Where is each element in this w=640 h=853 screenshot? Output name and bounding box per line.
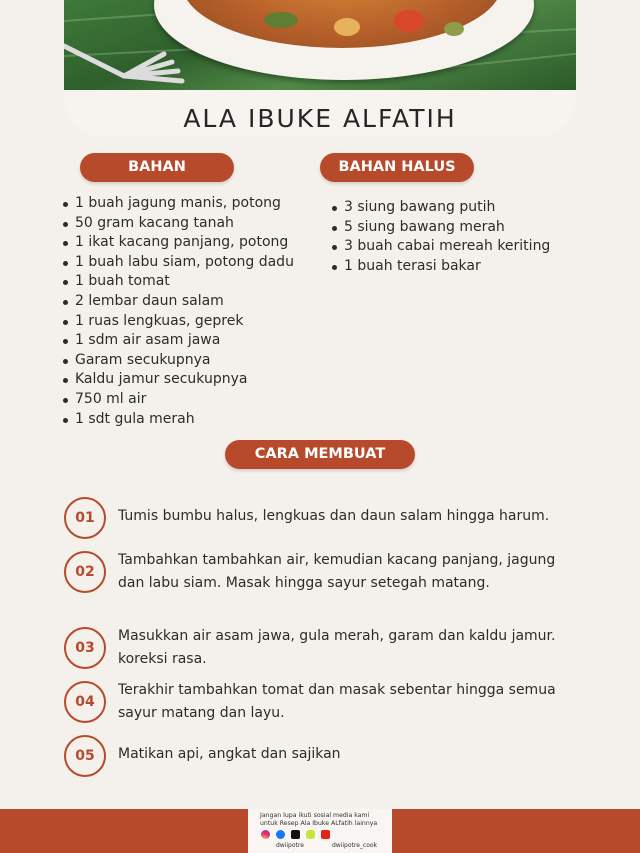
social-handle-1: dwiipotre (276, 842, 304, 849)
section-label-bahan: BAHAN (80, 153, 234, 182)
section-label-cara-membuat: CARA MEMBUAT (225, 440, 415, 469)
list-item: 1 ruas lengkuas, geprek (63, 312, 294, 332)
step-text: Masukkan air asam jawa, gula merah, garam dan kaldu jamur. koreksi rasa. (118, 628, 556, 667)
bahan-halus-list (332, 198, 550, 276)
section-label-bahan-halus: BAHAN HALUS (320, 153, 474, 182)
corn-piece (334, 18, 360, 36)
list-item: 750 ml air (63, 390, 294, 410)
lemon8-icon[interactable] (306, 830, 315, 839)
step-number: 01 (64, 497, 106, 539)
list-item: 5 siung bawang merah (332, 218, 550, 238)
list-item: 1 sdt gula merah (63, 410, 294, 430)
list-item: 2 lembar daun salam (63, 292, 294, 312)
step-number: 03 (64, 627, 106, 669)
bahan-list (63, 194, 294, 429)
social-media-card (248, 809, 392, 853)
tiktok-icon[interactable] (291, 830, 300, 839)
list-item: 1 sdm air asam jawa (63, 331, 294, 351)
instagram-icon[interactable] (261, 830, 270, 839)
tomato-piece (394, 10, 424, 32)
list-item: 1 buah jagung manis, potong (63, 194, 294, 214)
step-text: Tambahkan tambahkan air, kemudian kacang panjang, jagung dan labu siam. Masak hingga sayur setegah matang. (118, 552, 556, 591)
hero-food-photo (64, 0, 576, 90)
list-item: Garam secukupnya (63, 351, 294, 371)
footer-line-1: Jangan lupa ikuti sosial media kami (260, 812, 370, 819)
chayote-piece (444, 22, 464, 36)
youtube-icon[interactable] (321, 830, 330, 839)
list-item: 3 siung bawang putih (332, 198, 550, 218)
long-bean-piece (264, 12, 298, 28)
list-item: 1 buah labu siam, potong dadu (63, 253, 294, 273)
list-item: 3 buah cabai mereah keriting (332, 237, 550, 257)
step-number: 05 (64, 735, 106, 777)
step-text: Terakhir tambahkan tomat dan masak sebentar hingga semua sayur matang dan layu. (118, 682, 556, 721)
step-text: Tumis bumbu halus, lengkuas dan daun salam hingga harum. (118, 508, 550, 524)
footer-line-2: untuk Resep Ala Ibuke ALfatih lainnya (260, 820, 378, 827)
step-number: 04 (64, 681, 106, 723)
page-title: ALA IBUKE ALFATIH (183, 104, 457, 133)
fork-icon (64, 36, 254, 90)
step-text: Matikan api, angkat dan sajikan (118, 746, 341, 762)
list-item: 1 ikat kacang panjang, potong (63, 233, 294, 253)
list-item: Kaldu jamur secukupnya (63, 370, 294, 390)
list-item: 50 gram kacang tanah (63, 214, 294, 234)
facebook-icon[interactable] (276, 830, 285, 839)
list-item: 1 buah terasi bakar (332, 257, 550, 277)
social-handle-2: dwiipotre_cook (332, 842, 378, 849)
step-number: 02 (64, 551, 106, 593)
list-item: 1 buah tomat (63, 272, 294, 292)
